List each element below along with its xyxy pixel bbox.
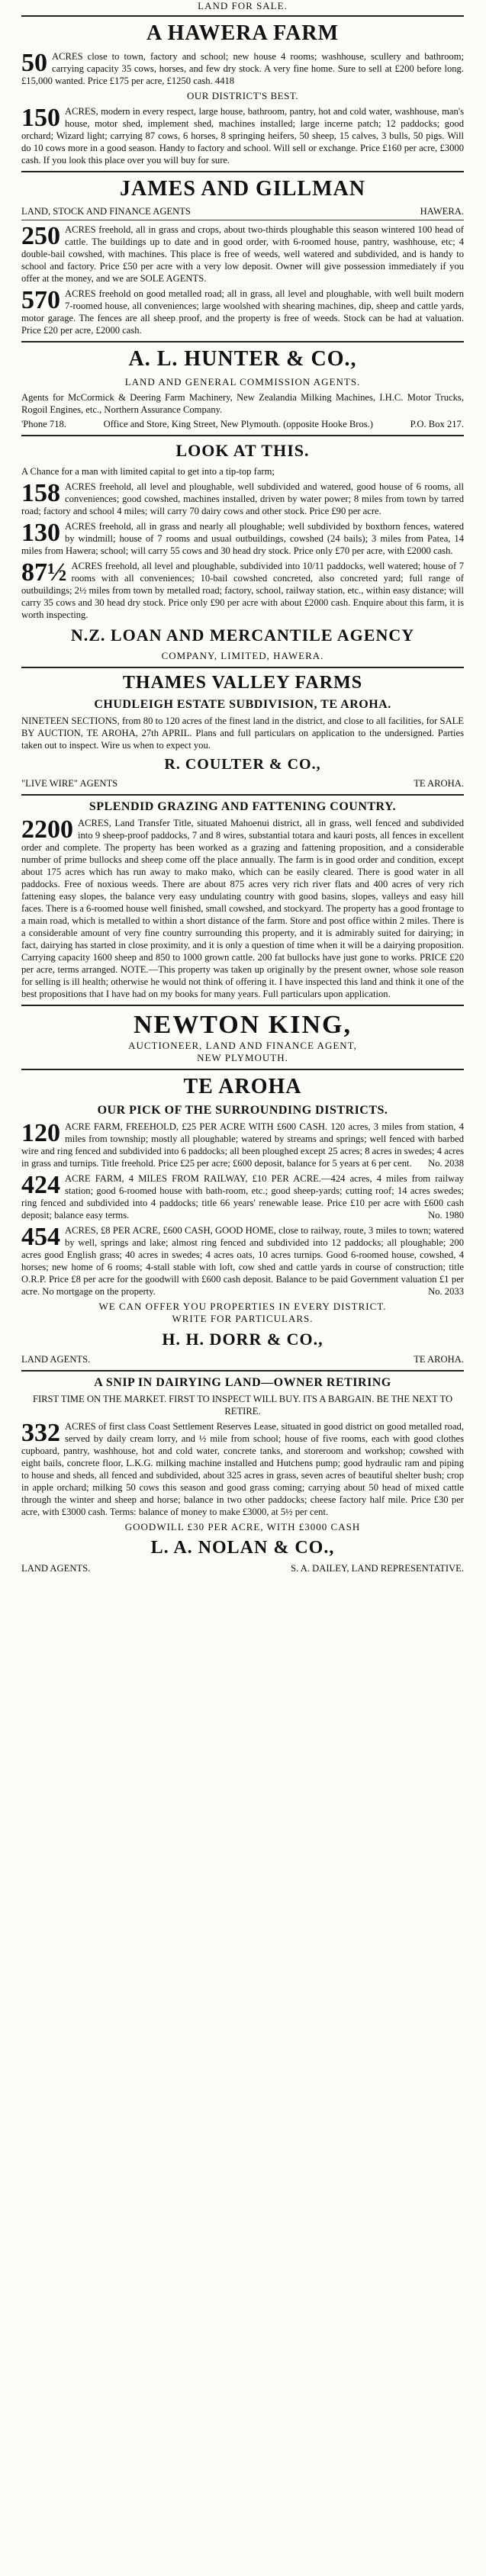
ad-closing: WE CAN OFFER YOU PROPERTIES IN EVERY DISTRICT. <box>98 1301 387 1312</box>
listing <box>21 288 464 336</box>
divider <box>21 1370 464 1372</box>
advert-grazing-country <box>21 800 464 1000</box>
ad-intro: A Chance for a man with limited capital to get into a tip-top farm; <box>21 466 275 477</box>
listing-text: ACRES freehold on good metalled road; all in grass, all level and ploughable, with well built modern 7-roomed house, all conveniences; large woolshed with shearing machines, dip, sheep and cattle yards, motor garage. The fences are all sheep proof, and the property is free of weeds. Stock can be had at valuation. Price £20 per acre, £2000 cash. <box>21 288 464 336</box>
listing <box>21 560 464 621</box>
ad-agent: L. A. NOLAN & CO., <box>150 1538 335 1558</box>
advert-newton-king <box>21 1011 464 1064</box>
listing <box>21 105 464 166</box>
advert-hunter <box>21 347 464 430</box>
listing-text: ACRES freehold, all level and ploughable, well subdivided and watered, good house of 6 rooms, all conveniences; good cowshed, machines installed, driven by water power; 8 miles from town by tarred road; factory and school 4 miles; will carry 70 dairy cows and other stock. Price £90 per acre. <box>21 481 464 516</box>
listing-text: ACRES, Land Transfer Title, situated Mahoenui district, all in grass, well fenced and subdivided into 9 sheep-proof paddocks, 7 and 8 wires, substantial totara and kauri posts, all fences in excellent order and complete. The property has been worked as a grazing and fattening proposition, and a considerable number of prime bullocks and sheep come off the place annually. The farm is in good order and condition, except about 175 acres which has run away to mako mako, which can be easily cleared. There is good water in all paddocks. Free of noxious weeds. There are about 875 acres very rich river flats and 400 acres of very rich fattening easy slopes, the balance very easy undulating country with good basins, slopes, valleys and easy hill faces. There is a 6-roomed house well finished, small cowshed, and stockyard. The property has a good frontage to a main road, which is metalled to within a short distance of the farm. Store and post office within 2 miles. There is a considerable amount of very fine country surrounding this property, and it is admirably suited for dairying; in fact, dairying has started in close proximity, and it is only a question of time when it will be a dairying proposition. Carrying capacity 1600 sheep and 850 to 1000 grown cattle. 200 fat bullocks have just gone to works. PRICE £20 per acre, terms arranged. NOTE.—This property was taken up originally by the present owner, whose sole reason for selling is ill health; otherwise he would not think of offering it. I have inspected this land and think it one of the best propositions that I have had on my books for many years. Full particulars upon application. <box>21 818 464 999</box>
ad-title: A. L. HUNTER & CO., <box>128 347 357 371</box>
divider <box>21 341 464 343</box>
ad-agent: H. H. DORR & CO., <box>162 1330 323 1349</box>
listing-text: ACRE FARM, 4 MILES FROM RAILWAY, £10 PER ACRE.—424 acres, 4 miles from railway station; good 6-roomed house with bath-room, etc.; good sheep-yards; cutting roof; 14 acres swedes; ring fenced and subdivided into 4 paddocks; title 66 years' renewable lease. Price £10 per acre with £600 cash deposit; balance easy terms. <box>21 1173 464 1220</box>
listing-acreage: 332 <box>21 1419 60 1447</box>
divider <box>21 435 464 436</box>
divider <box>21 1005 464 1006</box>
ad-subtitle: LAND AND GENERAL COMMISSION AGENTS. <box>124 376 361 388</box>
listing <box>21 1420 464 1518</box>
listing <box>21 481 464 517</box>
ad-place: TE AROHA. <box>414 1354 464 1365</box>
ad-place: NEW PLYMOUTH. <box>197 1052 288 1063</box>
newspaper-page <box>21 0 464 1579</box>
ad-contact-row <box>21 419 464 430</box>
divider <box>21 15 464 17</box>
ad-title: JAMES AND GILLMAN <box>120 177 365 201</box>
ad-subtitle: OUR PICK OF THE SURROUNDING DISTRICTS. <box>97 1104 388 1117</box>
advert-look-at-this <box>21 441 464 621</box>
listing-acreage: 250 <box>21 222 60 250</box>
ad-subtitle: COMPANY, LIMITED, HAWERA. <box>161 650 324 661</box>
divider <box>21 667 464 668</box>
listing-acreage: 570 <box>21 286 60 314</box>
ad-agent-row <box>21 1354 464 1365</box>
listing-text: ACRES freehold, all level and ploughable, subdivided into 10/11 paddocks, well watered; house of 7 rooms with all conveniences; 10-bail cowshed concreted, also concreted yard; full range of outbuildings; 2½ miles from town by metalled road; factory, school, railway station, etc., within easy distance; will carry 35 cows and 30 head dry stock. Price only £90 per acre with about £2000 cash. Enquire about this farm, it is worth inspecting. <box>21 561 464 620</box>
listing-text: ACRE FARM, FREEHOLD, £25 PER ACRE WITH £600 CASH. 120 acres, 3 miles from station, 4 miles from township; mostly all ploughable; watered by streams and springs; well fenced with barbed wire and ring fenced and subdivided into 6 paddocks; all been ploughed except 25 acres; 8 acres in swedes; 4 acres in grass and turnips. Title freehold. Price £25 per acre; £600 deposit, balance for 5 years at 6 per cent. <box>21 1121 464 1169</box>
advert-nz-loan <box>21 626 464 662</box>
listing-text: ACRES freehold, all in grass and crops, about two-thirds ploughable this season wintered 100 head of cattle. The buildings up to date and in good order, with 6-roomed house, pantry, washhouse, etc; 4 double-bail cowshed, with machines. This place is free of weeds, well watered and subdivided, and is handy to school and factory. Price £50 per acre with a very low deposit. Owner will give possession immediately if you offer at the money, and we are SOLE AGENTS. <box>21 224 464 284</box>
ad-subtitle: CHUDLEIGH ESTATE SUBDIVISION, TE AROHA. <box>94 698 391 711</box>
listing-text: ACRES, modern in every respect, large house, bathroom, pantry, hot and cold water, washhouse, man's house, motor shed, implement shed, machines installed; large incerne patch; 12 paddocks; good orchard; Wizard light; carrying 87 cows, 6 horses, 8 springing heifers, 50 sheep, 15 calves, 3 bulls, 50 pigs. Will do 10 cows more in a good season. Handy to factory and school. Will sell or exchange. Price £160 per acre, £3000 cash. If you look this place over you will buy for sure. <box>21 106 464 166</box>
ad-goodwill: GOODWILL £30 PER ACRE, WITH £3000 CASH <box>124 1521 361 1532</box>
ad-brand: NEWTON KING, <box>134 1011 352 1039</box>
listing-text: ACRES, £8 PER ACRE, £600 CASH, GOOD HOME, close to railway, route, 3 miles to town; watered by well, springs and lake; almost ring fenced and subdivided into 12 paddocks; all ploughable; 200 acres good English grass; 40 acres in swedes; 4 acres oats, 10 acres turnips. Good 6-roomed house, cowshed, 4 horses; new home of 6 rooms; 4-stall stable with loft, cow shed and cattle yards in course of construction; title O.R.P. Price £8 per acre for the goodwill with £600 cash deposit. Balance to be paid Government valuation £1 per acre. No mortgage on the property. <box>21 1225 464 1297</box>
ad-footer: S. A. DAILEY, LAND REPRESENTATIVE. <box>291 1563 464 1574</box>
advert-james-gillman <box>21 177 464 336</box>
listing-text: ACRES freehold, all in grass and nearly all ploughable; well subdivided by boxthorn fences, watered by windmill; house of 7 rooms and usual outbuildings, cowshed (24 bails); 3 miles from Patea, 14 miles from Hawera; school; will carry 55 cows and 30 head dry stock. Price only £70 per acre, with £2000 cash. <box>21 521 464 556</box>
listing <box>21 520 464 557</box>
ad-agent: R. COULTER & CO., <box>164 756 321 773</box>
listing-acreage: 424 <box>21 1171 60 1199</box>
listing <box>21 1172 464 1221</box>
advert-nolan <box>21 1376 464 1574</box>
section-header: LAND FOR SALE. <box>198 0 288 11</box>
ad-agent-row <box>21 778 464 790</box>
listing-acreage: 2200 <box>21 815 73 844</box>
ad-body: NINETEEN SECTIONS, from 80 to 120 acres of the finest land in the district, and close to all facilities, for SALE BY AUCTION, TE AROHA, 27th APRIL. Plans and full particulars on application to the undersigned. Parties taken out to inspect. Wire us when to expect you. <box>21 716 464 751</box>
listing <box>21 50 464 87</box>
listing-number: No. 2038 <box>428 1158 464 1169</box>
listing-acreage: 454 <box>21 1223 60 1251</box>
listing-acreage: 158 <box>21 479 60 507</box>
advert-te-aroha <box>21 1075 464 1365</box>
divider <box>21 794 464 796</box>
ad-title: A HAWERA FARM <box>146 21 340 45</box>
listing <box>21 817 464 1000</box>
listing <box>21 1121 464 1169</box>
advert-hawera-farm <box>21 21 464 166</box>
ad-place: HAWERA. <box>420 206 464 217</box>
ad-box: P.O. Box 217. <box>410 419 464 429</box>
ad-subtitle: LAND, STOCK AND FINANCE AGENTS <box>21 206 191 217</box>
ad-title: N.Z. LOAN AND MERCANTILE AGENCY <box>70 626 415 645</box>
ad-title: A SNIP IN DAIRYING LAND—OWNER RETIRING <box>94 1376 391 1389</box>
advert-thames-valley <box>21 673 464 790</box>
ad-title: SPLENDID GRAZING AND FATTENING COUNTRY. <box>89 800 397 813</box>
ad-agent-row <box>21 1563 464 1574</box>
listing <box>21 1224 464 1298</box>
ad-subtitle-row <box>21 206 464 217</box>
listing-text: ACRES close to town, factory and school; new house 4 rooms; washhouse, scullery and bathroom; carrying capacity 35 cows, horses, and few dry stock. A very fine home. Sure to sell at £200 before long. £15,000 wanted. Price £175 per acre, £1250 cash. 4418 <box>21 51 464 86</box>
divider <box>21 1069 464 1070</box>
listing-acreage: 120 <box>21 1119 60 1147</box>
listing-acreage: 150 <box>21 104 60 132</box>
listing-acreage: 130 <box>21 519 60 547</box>
ad-tagline: LAND AGENTS. <box>21 1563 91 1574</box>
ad-title: TE AROHA <box>183 1075 302 1098</box>
ad-intro: FIRST TIME ON THE MARKET. FIRST TO INSPECT WILL BUY. ITS A BARGAIN. BE THE NEXT TO RETIRE. <box>32 1394 453 1417</box>
ad-tagline: LAND AGENTS. <box>21 1354 91 1365</box>
ad-agency-text: Agents for McCormick & Deering Farm Machinery, New Zealandia Milking Machines, I.H.C. Motor Trucks, Rogoil Engines, etc., Northern Assurance Company. <box>21 392 464 415</box>
ad-place: TE AROHA. <box>414 778 464 789</box>
listing-acreage: 87½ <box>21 558 67 587</box>
ad-subtitle: AUCTIONEER, LAND AND FINANCE AGENT, <box>128 1040 357 1051</box>
ad-phone: 'Phone 718. <box>21 419 66 429</box>
listing-number: No. 1980 <box>428 1210 464 1220</box>
ad-title: THAMES VALLEY FARMS <box>122 673 363 693</box>
ad-office: Office and Store, King Street, New Plymouth. (opposite Hooke Bros.) <box>103 419 373 429</box>
ad-subheading: OUR DISTRICT'S BEST. <box>186 90 299 101</box>
divider <box>21 171 464 172</box>
listing-acreage: 50 <box>21 49 47 77</box>
ad-closing: WRITE FOR PARTICULARS. <box>172 1313 314 1324</box>
ad-tagline: "LIVE WIRE" AGENTS <box>21 778 118 789</box>
listing-number: No. 2033 <box>428 1286 464 1297</box>
ad-title: LOOK AT THIS. <box>175 441 310 460</box>
listing <box>21 224 464 285</box>
listing-text: ACRES of first class Coast Settlement Reserves Lease, situated in good district on good metalled road, served by daily cream lorry, and ½ mile from school; house of five rooms, each with good clothes cupboard, pantry, washhouse, hot and cold water, concrete tanks, and storeroom and workshop; cowshed with eight bails, concrete floor, L.K.G. milking machine installed and Hutchens pump; good hydraulic ram and piping to house and sheds, all fenced and subdivided, about 325 acres in grass, seven acres of beautiful shelter bush; crop in apple orchard; milking 50 cows this season and good grass coming; carrying about 50 head of mixed cattle through the winter and sheep and horse; balance in two other paddocks; cheese factory half mile. Price £30 per acre, with £3000 cash. Terms: balance of money to make £3000, at 5½ per cent. <box>21 1421 464 1517</box>
